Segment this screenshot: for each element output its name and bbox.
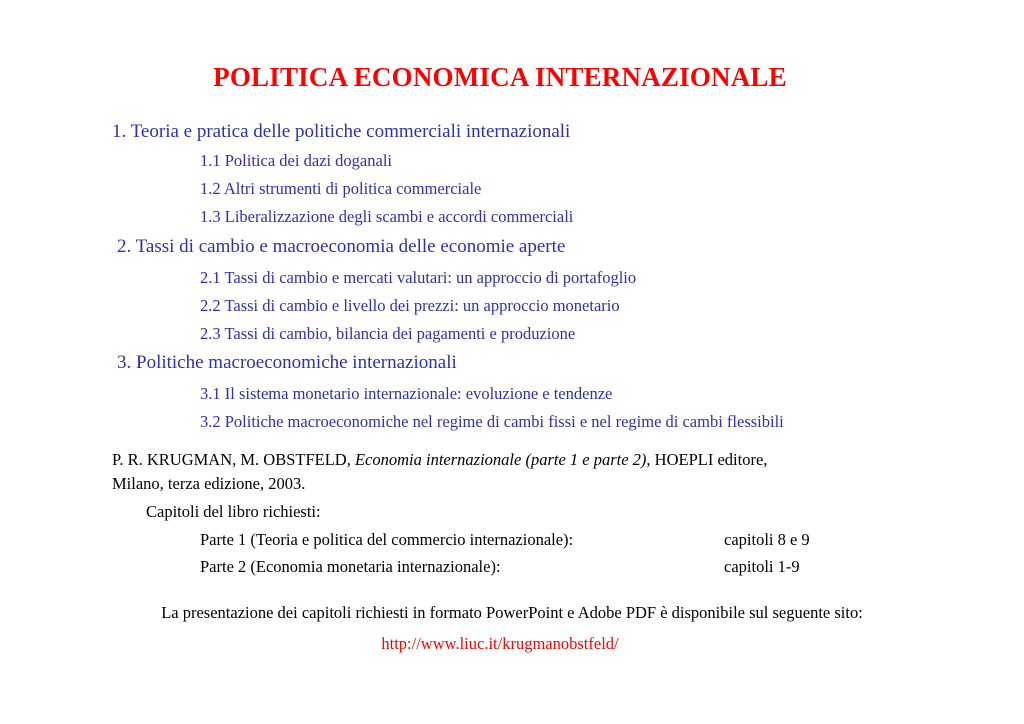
section-2-item-1: 2.1 Tassi di cambio e mercati valutari: un approccio di portafoglio	[200, 268, 637, 287]
section-1-heading: 1. Teoria e pratica delle politiche commerciali internazionali	[112, 121, 571, 142]
section-1-item-2: 1.2 Altri strumenti di politica commerciale	[200, 179, 482, 198]
website-link[interactable]: http://www.liuc.it/krugmanobstfeld/	[381, 634, 619, 653]
section-1-item-3: 1.3 Liberalizzazione degli scambi e accordi commerciali	[200, 207, 574, 226]
section-2-item-3: 2.3 Tassi di cambio, bilancia dei pagamenti e produzione	[200, 324, 576, 343]
reference-edition: Milano, terza edizione, 2003.	[112, 474, 306, 493]
section-3-heading: 3. Politiche macroeconomiche internazionali	[117, 352, 457, 373]
reference-authors: P. R. KRUGMAN, M. OBSTFELD,	[112, 450, 355, 469]
section-2-item-2: 2.2 Tassi di cambio e livello dei prezzi: un approccio monetario	[200, 296, 620, 315]
section-2-heading: 2. Tassi di cambio e macroeconomia delle economie aperte	[117, 236, 566, 257]
part-2-label: Parte 2 (Economia monetaria internazionale):	[200, 557, 501, 576]
part-1-label: Parte 1 (Teoria e politica del commercio internazionale):	[200, 530, 574, 549]
part-1-chapters: capitoli 8 e 9	[724, 530, 810, 549]
section-1-item-1: 1.1 Politica dei dazi doganali	[200, 151, 392, 170]
reference-citation	[112, 450, 767, 470]
section-3-item-2: 3.2 Politiche macroeconomiche nel regime di cambi fissi e nel regime di cambi flessibili	[200, 412, 784, 431]
chapters-heading: Capitoli del libro richiesti:	[146, 502, 321, 521]
section-3-item-1: 3.1 Il sistema monetario internazionale: evoluzione e tendenze	[200, 384, 613, 403]
reference-book-title: Economia internazionale (parte 1 e parte 2)	[354, 450, 647, 469]
page-title: POLITICA ECONOMICA INTERNAZIONALE	[213, 62, 787, 92]
part-2-chapters: capitoli 1-9	[724, 557, 800, 576]
presentation-note: La presentazione dei capitoli richiesti in formato PowerPoint e Adobe PDF è disponibile sul seguente sito:	[161, 603, 863, 622]
reference-publisher: , HOEPLI editore,	[646, 450, 768, 469]
